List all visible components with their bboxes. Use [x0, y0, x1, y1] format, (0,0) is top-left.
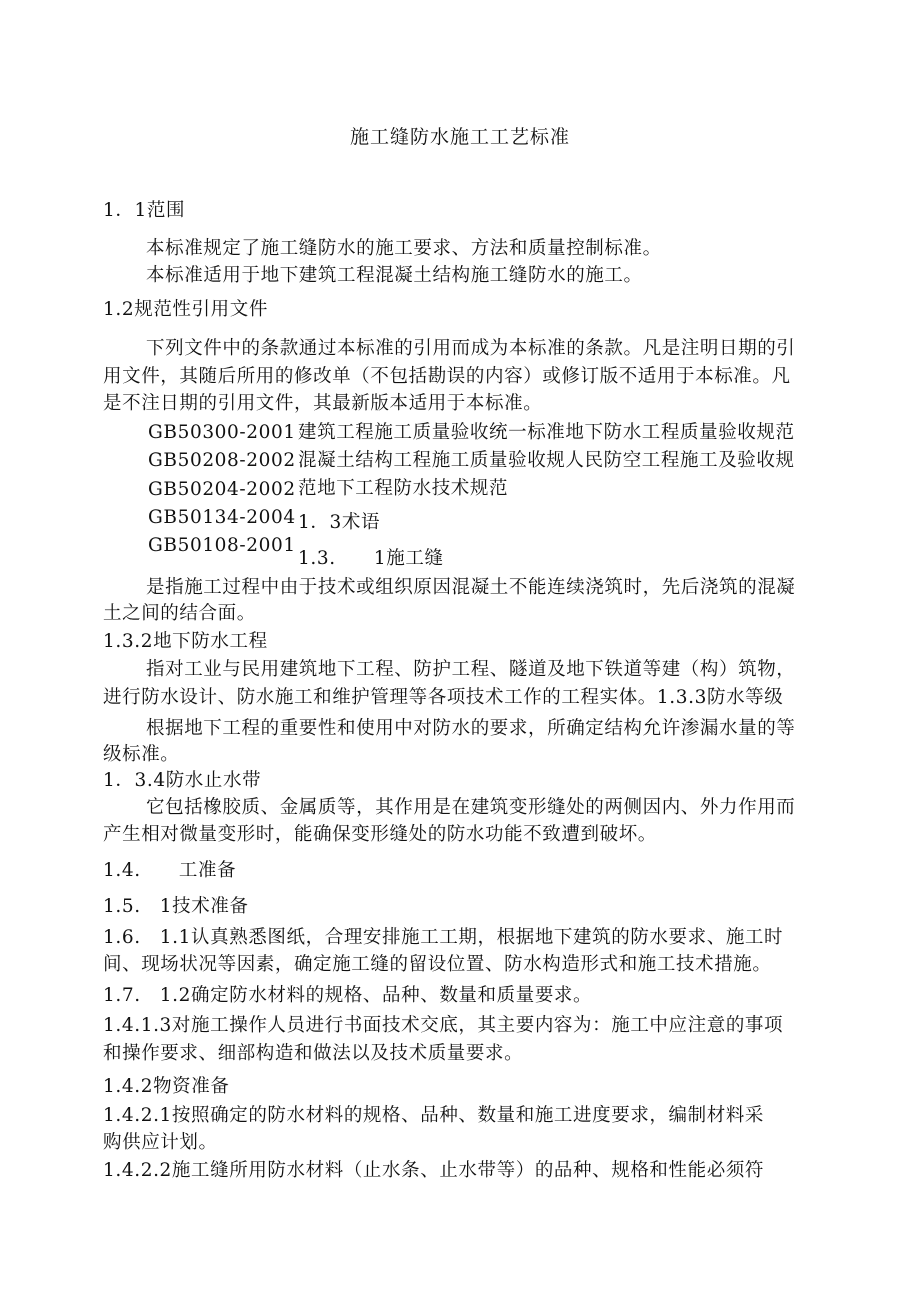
paragraph-line: 用文件，其随后所用的修改单（不包括勘误的内容）或修订版不适用于本标准。凡	[103, 366, 791, 387]
document-title: 施工缝防水施工工艺标准	[349, 126, 570, 148]
paragraph-line: 1.6. 1.1认真熟悉图纸，合理安排施工工期，根据地下建筑的防水要求、施工时	[103, 927, 784, 948]
paragraph-line: 购供应计划。	[103, 1132, 218, 1153]
section-heading: 1．3术语	[298, 512, 381, 533]
paragraph-line: 进行防水设计、防水施工和维护管理等各项技术工作的工程实体。1.3.3防水等级	[103, 687, 784, 708]
standard-title: 建筑工程施工质量验收统一标准地下防水工程质量验收规范	[298, 422, 795, 443]
paragraph-line: 间、现场状况等因素，确定施工缝的留设位置、防水构造形式和施工技术措施。	[103, 954, 772, 975]
paragraph-line: 是不注日期的引用文件，其最新版本适用于本标准。	[103, 393, 543, 414]
section-heading: 1.3.2地下防水工程	[103, 631, 268, 652]
paragraph-line: 它包括橡胶质、金属质等，其作用是在建筑变形缝处的两侧因内、外力作用而	[146, 797, 796, 818]
paragraph-line: 是指施工过程中由于技术或组织原因混凝土不能连续浇筑时，先后浇筑的混凝	[146, 577, 796, 598]
paragraph-line: 本标准适用于地下建筑工程混凝土结构施工缝防水的施工。	[146, 265, 643, 286]
paragraph-line: 和操作要求、细部构造和做法以及技术质量要求。	[103, 1043, 524, 1064]
standard-code: GB50204-2002	[148, 479, 296, 500]
section-heading: 1.3. 1施工缝	[298, 548, 444, 569]
paragraph-line: 本标准规定了施工缝防水的施工要求、方法和质量控制标准。	[146, 238, 662, 259]
paragraph-line: 1.4.1.3对施工操作人员进行书面技术交底，其主要内容为：施工中应注意的事项	[103, 1015, 784, 1036]
section-heading: 1．3.4防水止水带	[103, 770, 262, 791]
standard-code: GB50134-2004	[148, 507, 296, 528]
paragraph-line: 1.4.2.1按照确定的防水材料的规格、品种、数量和施工进度要求，编制材料采	[103, 1105, 765, 1126]
standard-code: GB50108-2001	[148, 535, 296, 556]
paragraph-line: 1.4.2.2施工缝所用防水材料（止水条、止水带等）的品种、规格和性能必须符	[103, 1160, 765, 1181]
standard-code: GB50208-2002	[148, 450, 296, 471]
paragraph-line: 产生相对微量变形时，能确保变形缝处的防水功能不致遭到破坏。	[103, 824, 657, 845]
section-heading: 1．1范围	[103, 200, 186, 221]
paragraph-line: 土之间的结合面。	[103, 603, 256, 624]
section-heading: 1.5. 1技术准备	[103, 896, 249, 917]
standard-title: 混凝土结构工程施工质量验收规人民防空工程施工及验收规	[298, 450, 795, 471]
paragraph-line: 根据地下工程的重要性和使用中对防水的要求，所确定结构允许渗漏水量的等	[146, 718, 796, 739]
standard-title: 范地下工程防水技术规范	[298, 478, 509, 499]
section-heading: 1.2规范性引用文件	[103, 299, 268, 320]
standard-code: GB50300-2001	[148, 422, 296, 443]
paragraph-line: 下列文件中的条款通过本标准的引用而成为本标准的条款。凡是注明日期的引	[146, 338, 796, 359]
paragraph-line: 指对工业与民用建筑地下工程、防护工程、隧道及地下铁道等建（构）筑物，	[146, 659, 796, 680]
paragraph-line: 1.7. 1.2确定防水材料的规格、品种、数量和质量要求。	[103, 985, 593, 1006]
section-heading: 1.4.2物资准备	[103, 1076, 230, 1097]
section-heading: 1.4. 工准备	[103, 860, 237, 881]
paragraph-line: 级标准。	[103, 744, 180, 765]
